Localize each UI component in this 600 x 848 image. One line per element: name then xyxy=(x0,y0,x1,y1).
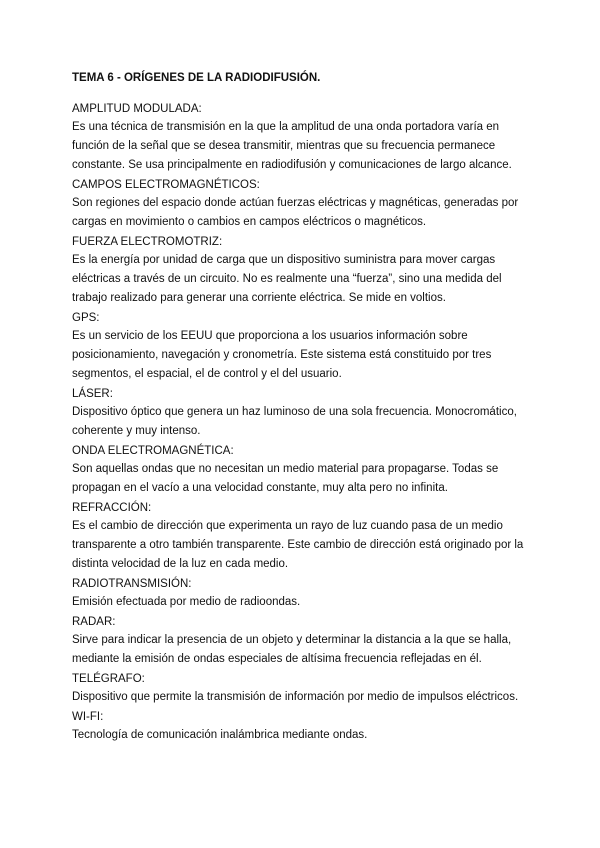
definition-text: Es una técnica de transmisión en la que la amplitud de una onda portadora varía en función de la señal que se desea transmitir, mientras que su frecuencia permanece constante. Se usa principalmente en radiodifusión y comunicaciones de largo alcance. xyxy=(72,121,512,171)
definition-term: RADIOTRANSMISIÓN: xyxy=(72,578,192,590)
definition-text: Dispositivo que permite la transmisión de información por medio de impulsos eléctricos. xyxy=(72,691,519,703)
definition-text: Es el cambio de dirección que experimenta un rayo de luz cuando pasa de un medio transparente a otro también transparente. Este cambio de dirección está originado por la distinta velocidad de la luz en cada medio. xyxy=(72,520,524,570)
definition-term: RADAR: xyxy=(72,616,116,628)
definition-term: ONDA ELECTROMAGNÉTICA: xyxy=(72,445,234,457)
definition-section xyxy=(72,614,532,669)
definition-term: LÁSER: xyxy=(72,388,113,400)
definition-term: REFRACCIÓN: xyxy=(72,502,152,514)
definition-term: FUERZA ELECTROMOTRIZ: xyxy=(72,236,223,248)
definition-section xyxy=(72,101,532,175)
definition-term: GPS: xyxy=(72,312,100,324)
definition-text: Son regiones del espacio donde actúan fuerzas eléctricas y magnéticas, generadas por cargas en movimiento o cambios en campos eléctricos o magnéticos. xyxy=(72,197,519,228)
definition-text: Sirve para indicar la presencia de un objeto y determinar la distancia a la que se halla, mediante la emisión de ondas especiales de altísima frecuencia reflejadas en él. xyxy=(72,634,512,665)
definition-text: Tecnología de comunicación inalámbrica mediante ondas. xyxy=(72,729,368,741)
definition-list xyxy=(72,101,532,745)
definition-text: Es la energía por unidad de carga que un dispositivo suministra para mover cargas eléctricas a través de un circuito. No es realmente una “fuerza”, sino una medida del trabajo realizado para generar una corriente eléctrica. Se mide en voltios. xyxy=(72,254,502,304)
definition-section xyxy=(72,310,532,384)
definition-term: TELÉGRAFO: xyxy=(72,673,145,685)
definition-section xyxy=(72,576,532,612)
definition-text: Son aquellas ondas que no necesitan un medio material para propagarse. Todas se propagan en el vacío a una velocidad constante, muy alta pero no infinita. xyxy=(72,463,499,494)
definition-text: Dispositivo óptico que genera un haz luminoso de una sola frecuencia. Monocromático, coherente y muy intenso. xyxy=(72,406,517,437)
definition-text: Es un servicio de los EEUU que proporciona a los usuarios información sobre posicionamiento, navegación y cronometría. Este sistema está constituido por tres segmentos, el espacial, el de control y el del usuario. xyxy=(72,330,492,380)
definition-term: AMPLITUD MODULADA: xyxy=(72,103,202,115)
definition-section xyxy=(72,386,532,441)
definition-section xyxy=(72,500,532,574)
definition-text: Emisión efectuada por medio de radioondas. xyxy=(72,596,301,608)
definition-section xyxy=(72,177,532,232)
definition-section xyxy=(72,443,532,498)
definition-term: WI-FI: xyxy=(72,711,104,723)
definition-section xyxy=(72,234,532,308)
definition-section xyxy=(72,671,532,707)
document-title: TEMA 6 - ORÍGENES DE LA RADIODIFUSIÓN. xyxy=(72,72,321,84)
document-page xyxy=(72,70,532,747)
definition-section xyxy=(72,709,532,745)
definition-term: CAMPOS ELECTROMAGNÉTICOS: xyxy=(72,179,260,191)
